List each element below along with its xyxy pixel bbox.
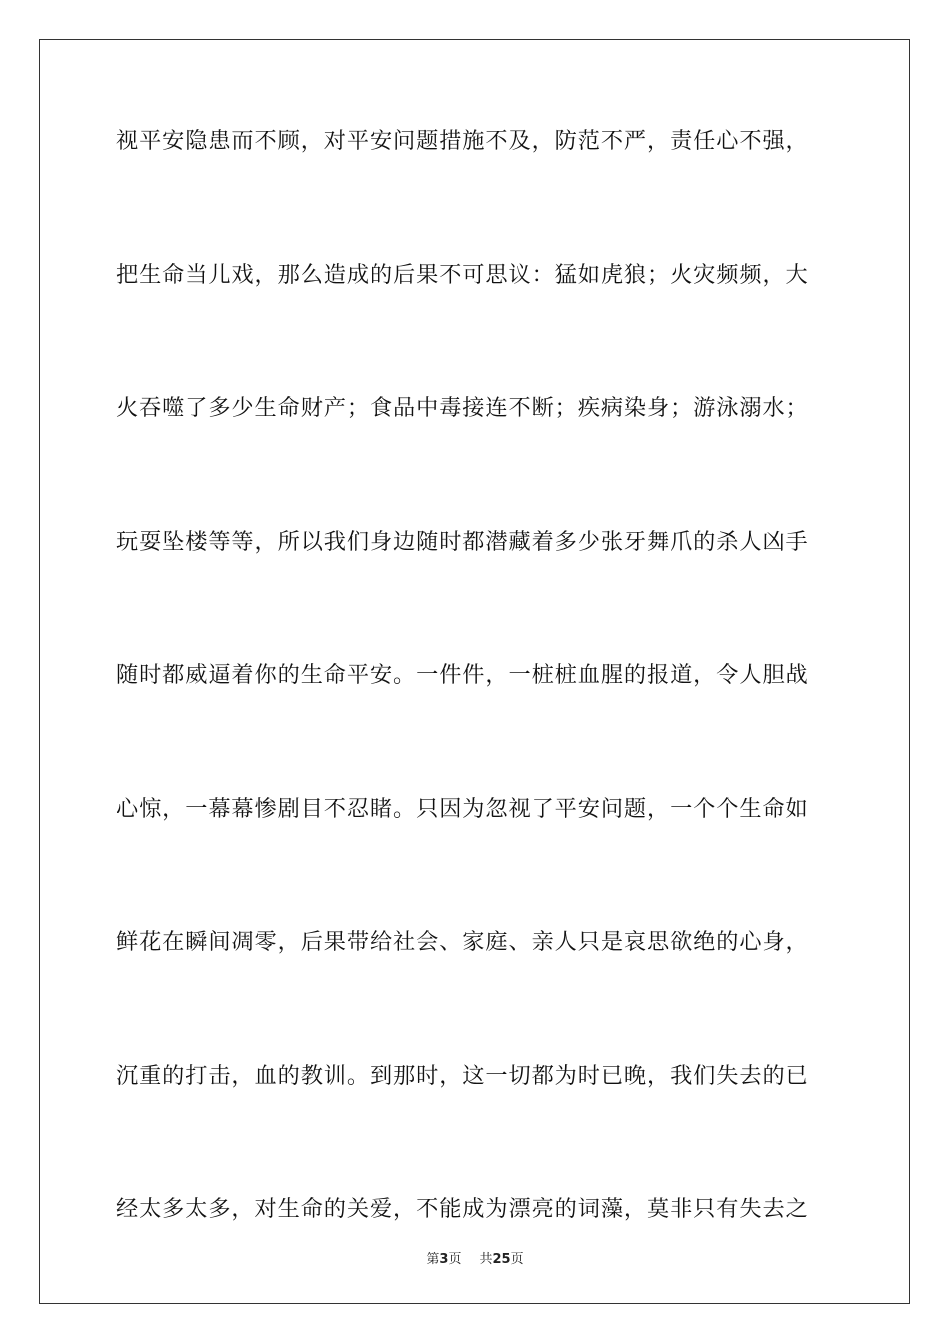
text-line: 经太多太多，对生命的关爱，不能成为漂亮的词藻，莫非只有失去之 [116, 1196, 809, 1222]
text-line: 把生命当儿戏，那么造成的后果不可思议：猛如虎狼；火灾频频，大 [116, 261, 809, 288]
text-line: 鲜花在瞬间凋零，后果带给社会、家庭、亲人只是哀思欲绝的心身， [116, 929, 809, 955]
text-line: 随时都威逼着你的生命平安。一件件，一桩桩血腥的报道，令人胆战 [116, 662, 809, 688]
total-pages: 25 [492, 1252, 511, 1267]
text-line: 沉重的打击，血的教训。到那时，这一切都为时已晚，我们失去的已 [116, 1062, 809, 1089]
text-line: 玩耍坠楼等等，所以我们身边随时都潜藏着多少张牙舞爪的杀人凶手 [116, 528, 809, 555]
page-label-prefix: 第 [426, 1252, 440, 1267]
text-line: 心惊，一幕幕惨剧目不忍睹。只因为忽视了平安问题，一个个生命如 [116, 795, 809, 822]
page-number: 3 [439, 1252, 449, 1267]
text-line: 火吞噬了多少生命财产；食品中毒接连不断；疾病染身；游泳溺水； [116, 395, 809, 421]
text-line: 视平安隐患而不顾，对平安问题措施不及，防范不严，责任心不强， [116, 128, 809, 154]
document-body [116, 130, 836, 1332]
page-label-suffix: 页 [448, 1252, 462, 1267]
total-label-suffix: 页 [510, 1252, 524, 1267]
total-label-prefix: 共 [479, 1252, 493, 1267]
page-footer [0, 1248, 950, 1267]
